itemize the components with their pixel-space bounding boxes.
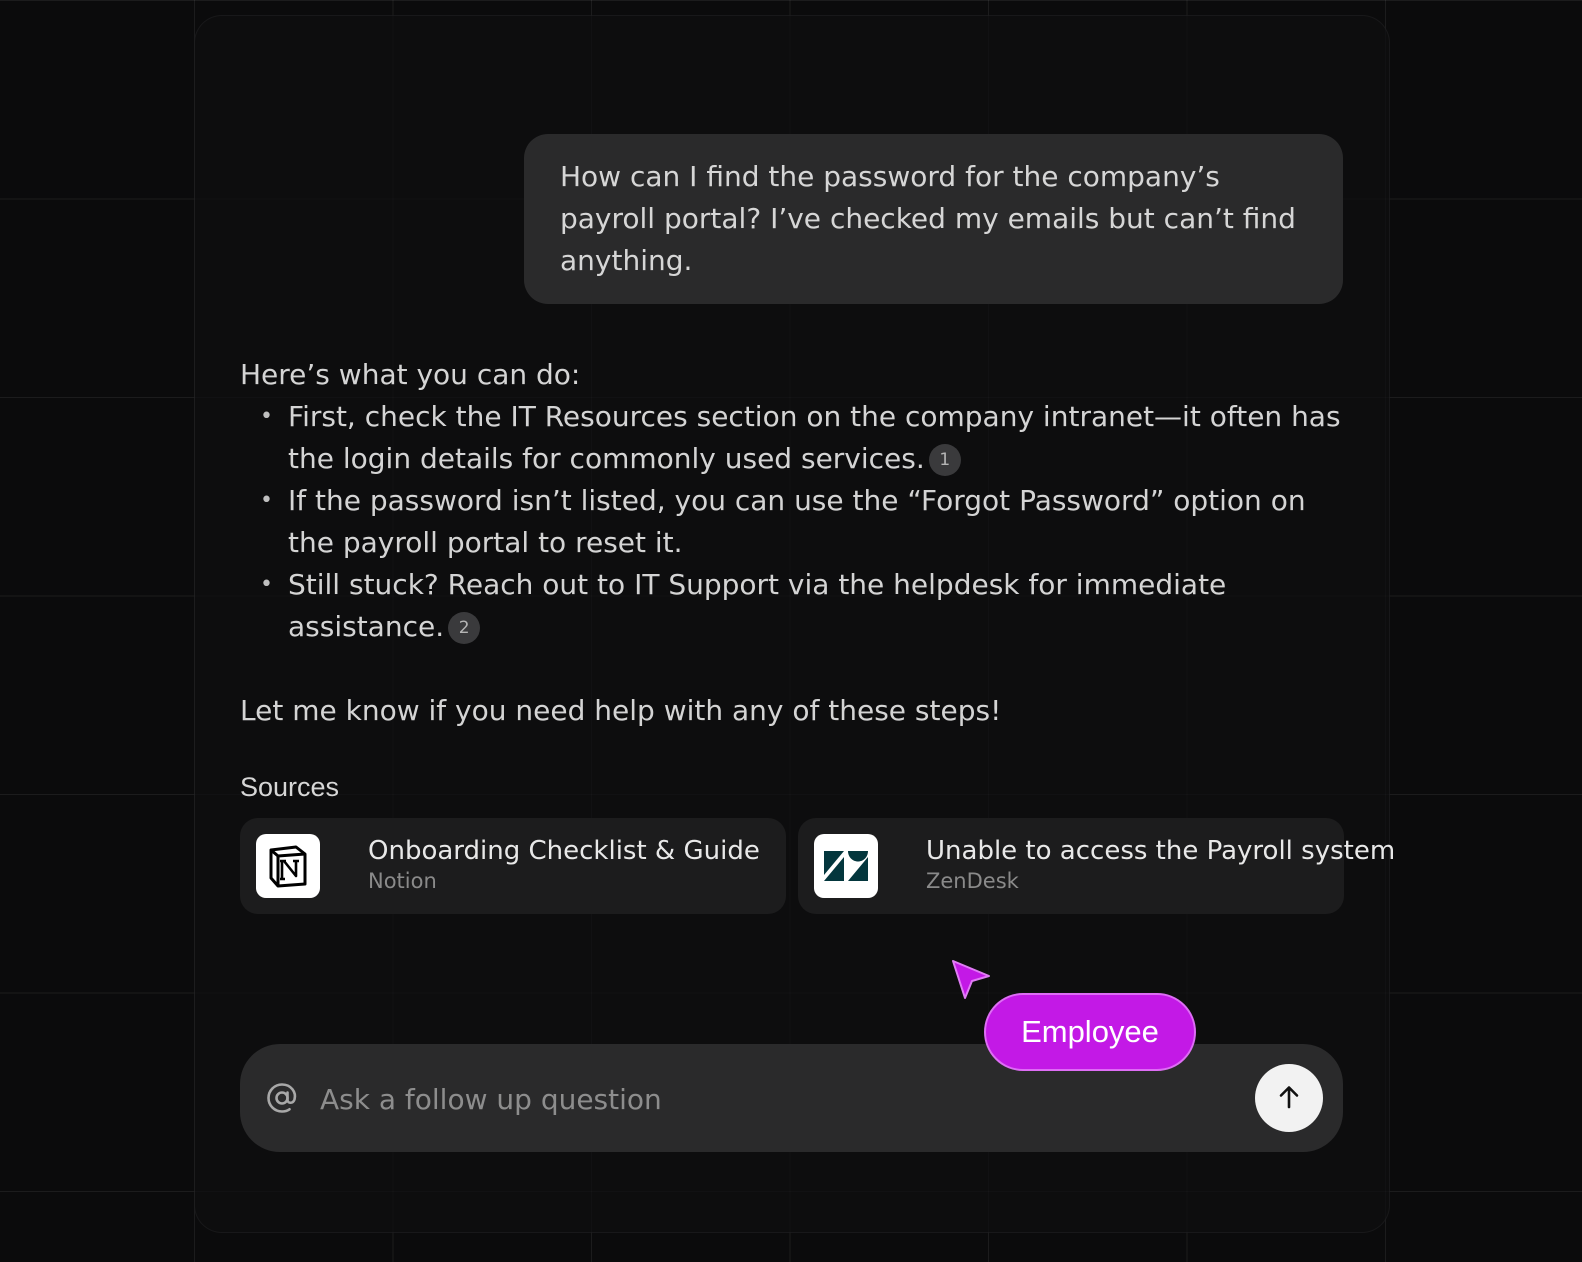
- step-text: First, check the IT Resources section on the company intranet—it often has the login details for commonly used services.: [288, 400, 1341, 475]
- answer-steps-list: [240, 396, 1350, 648]
- assistant-answer: [240, 354, 1350, 648]
- cursor-user-tag: Employee: [984, 993, 1196, 1071]
- notion-icon: [256, 834, 320, 898]
- user-message-bubble: [524, 134, 1343, 304]
- citation-badge[interactable]: 2: [448, 612, 480, 644]
- user-message-text: How can I find the password for the company’s payroll portal? I’ve checked my emails but can’t find anything.: [560, 160, 1296, 277]
- source-title: Onboarding Checklist & Guide: [368, 836, 760, 866]
- list-item: [288, 396, 1350, 480]
- list-item: [288, 480, 1350, 564]
- source-provider: Notion: [368, 869, 437, 893]
- at-sign-icon[interactable]: [264, 1080, 300, 1116]
- citation-badge[interactable]: 1: [929, 444, 961, 476]
- source-provider: ZenDesk: [926, 869, 1019, 893]
- source-card-zendesk[interactable]: [798, 818, 1396, 914]
- source-title: Unable to access the Payroll system: [926, 836, 1396, 866]
- source-card-notion[interactable]: [240, 818, 786, 914]
- step-text: If the password isn’t listed, you can use the “Forgot Password” option on the payroll portal to reset it.: [288, 484, 1306, 559]
- follow-up-input[interactable]: [318, 1072, 1222, 1126]
- list-item: [288, 564, 1350, 648]
- answer-intro: Here’s what you can do:: [240, 358, 581, 391]
- source-info: [926, 834, 1396, 894]
- step-text: Still stuck? Reach out to IT Support via the helpdesk for immediate assistance.: [288, 568, 1227, 643]
- pointer-cursor-icon: [950, 958, 992, 1006]
- send-button[interactable]: [1255, 1064, 1323, 1132]
- source-info: [368, 834, 768, 894]
- answer-closing: Let me know if you need help with any of these steps!: [240, 694, 1002, 727]
- sources-heading: Sources: [240, 772, 340, 802]
- zendesk-icon: [814, 834, 878, 898]
- arrow-up-icon: [1275, 1083, 1303, 1114]
